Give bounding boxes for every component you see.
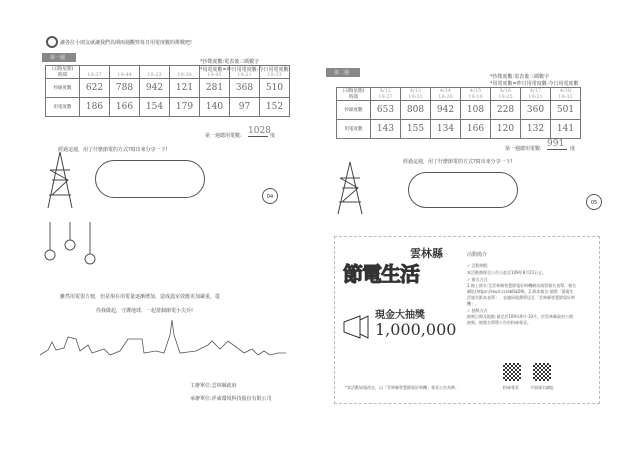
meter-cell: 360: [521, 101, 551, 120]
week2-total: 991: [547, 139, 567, 150]
unit: 度: [570, 146, 576, 152]
date-header: 日期(星期) 時間: [46, 66, 80, 79]
usage-cell: 143: [371, 120, 401, 139]
week1-table: [45, 65, 290, 117]
page-number: 05: [586, 194, 602, 210]
week2-total-label: 第一週總用電數:: [505, 146, 542, 152]
date-time-cell: 4/15 19:10: [461, 88, 491, 101]
megaphone-icon: [340, 312, 372, 342]
meter-cell: 501: [551, 101, 581, 120]
usage-cell: 155: [401, 120, 431, 139]
meter-cell: 788: [110, 79, 140, 98]
intro-title: 活動簡介: [467, 252, 488, 258]
meter-header: 抄錶度數: [337, 101, 371, 120]
usage-cell: 140: [200, 98, 230, 117]
organizer: 主辦單位:雲林縣政府: [190, 383, 237, 389]
usage-cell: 166: [110, 98, 140, 117]
usage-header: 用電度數: [337, 120, 371, 139]
date-time-cell: 4/18 19:32: [551, 88, 581, 101]
draw-text: 抽獎日期及地點:預定於109年9月-10月，於雲林縣政府公開抽獎，抽獎名單將公告於粉絲專頁。: [467, 314, 574, 325]
page-number: 04: [262, 188, 278, 204]
contractor: 承辦單位:祥威環境科技股份有限公司: [190, 396, 272, 402]
poster-prize: 現金大抽獎: [375, 310, 425, 321]
signup-title: ✓ 報名方式: [467, 277, 488, 282]
date-time-cell: 19:33: [260, 66, 290, 79]
target-icon: [46, 36, 58, 48]
usage-cell: 141: [551, 120, 581, 139]
date-time-cell: 19:30: [170, 66, 200, 79]
share-prompt: 經過這週，用了什麼節電的方式?寫出來分享一下!: [403, 159, 513, 165]
usage-cell: 132: [521, 120, 551, 139]
date-time-cell: 4/17 19:21: [521, 88, 551, 101]
usage-cell: 97: [230, 98, 260, 117]
poster-title: 節電生活: [343, 262, 419, 286]
usage-cell: 154: [140, 98, 170, 117]
date-time-cell: 4/13 19:31: [401, 88, 431, 101]
draw-title: ✓ 抽獎方式: [467, 308, 488, 313]
week1-total-label: 第一週總用電數:: [205, 133, 242, 139]
date-time-cell: 19:41: [200, 66, 230, 79]
share-prompt: 經過這週，用了什麼節電的方式?寫出來分享一下!: [58, 147, 168, 153]
usage-cell: 179: [170, 98, 200, 117]
meter-cell: 622: [80, 79, 110, 98]
week1-total: 1028: [248, 126, 271, 136]
date-time-cell: 4/12 19:27: [371, 88, 401, 101]
closing-line-2: 你我做起，守護地球，一起當個節電小尖兵!: [96, 308, 194, 314]
usage-cell: 152: [260, 98, 290, 117]
date-header: 日期(星期) 時間: [337, 88, 371, 101]
qr1-label: 粉絲專頁: [503, 385, 519, 390]
usage-note: *用電度數=昨日用電度數-今日用電度數: [200, 67, 289, 73]
date-time-cell: 4/16 19:25: [491, 88, 521, 101]
usage-cell: 186: [80, 98, 110, 117]
meter-cell: 228: [491, 101, 521, 120]
usage-cell: 134: [431, 120, 461, 139]
intro-text: 讓各位小朋友就讓我們為期兩週觀察每日用電度數的挑戰吧!: [60, 40, 193, 46]
meter-header: 抄錶度數: [46, 79, 80, 98]
usage-cell: 166: [461, 120, 491, 139]
period-title: ✓ 活動期程: [467, 263, 488, 268]
meter-cell: 368: [230, 79, 260, 98]
date-time-cell: 19:37: [80, 66, 110, 79]
date-time-cell: 19:44: [110, 66, 140, 79]
period-text: 本活動辦理至公告日起至109年8月21日止。: [467, 270, 547, 275]
meter-note: *抄錶度數:電表後三碼數字: [490, 74, 550, 80]
poster-county: 雲林縣: [410, 247, 443, 260]
power-tower-icon: [330, 160, 370, 216]
signup-text: 1.線上報名:至雲林縣智慧節電好時機網站填寫報名表單，報名網址(https://reurl.cc/ebRaD9)。2.紙本報名:填寫「節電生活報名紙本表單」，並連同電費單送至「雲林縣智慧節電好時機」。: [467, 283, 577, 306]
qr-code-signup[interactable]: [533, 363, 551, 381]
usage-note: *用電度數=昨日用電度數-今日用電度數: [490, 81, 579, 87]
usage-cell: 120: [491, 120, 521, 139]
date-time-cell: 19:23: [140, 66, 170, 79]
poster-footnote: *本活動如遇改走，以「雲林縣智慧節電好時機」專頁公告為準。: [345, 385, 459, 390]
poster-amount: 1,000,000: [375, 320, 457, 339]
answer-cloud: [95, 160, 205, 198]
meter-note: *抄錶度數:電表後三碼數字: [200, 59, 260, 65]
closing-line-1: 雖然用電很方便，但是現在用電量逐漸增加，造成溫室效應更加嚴重，從: [60, 294, 221, 300]
city-skyline: [40, 315, 290, 365]
meter-cell: 653: [371, 101, 401, 120]
answer-cloud: [408, 172, 518, 208]
meter-cell: 281: [200, 79, 230, 98]
meter-cell: 942: [431, 101, 461, 120]
light-bulbs-icon: [40, 222, 110, 272]
usage-header: 用電度數: [46, 98, 80, 117]
unit: 度: [270, 133, 276, 139]
date-time-cell: 19:21: [230, 66, 260, 79]
meter-cell: 942: [140, 79, 170, 98]
week2-table: [336, 87, 581, 139]
date-time-cell: 4/14 19:20: [431, 88, 461, 101]
meter-cell: 510: [260, 79, 290, 98]
week2-label: 第二週: [326, 68, 360, 77]
qr-code-fanpage[interactable]: [503, 363, 521, 381]
meter-cell: 121: [170, 79, 200, 98]
week1-label: 第一週: [42, 53, 76, 62]
qr2-label: 手冊報名網址: [530, 385, 554, 390]
power-tower-icon: [40, 150, 80, 210]
meter-cell: 808: [401, 101, 431, 120]
meter-cell: 108: [461, 101, 491, 120]
